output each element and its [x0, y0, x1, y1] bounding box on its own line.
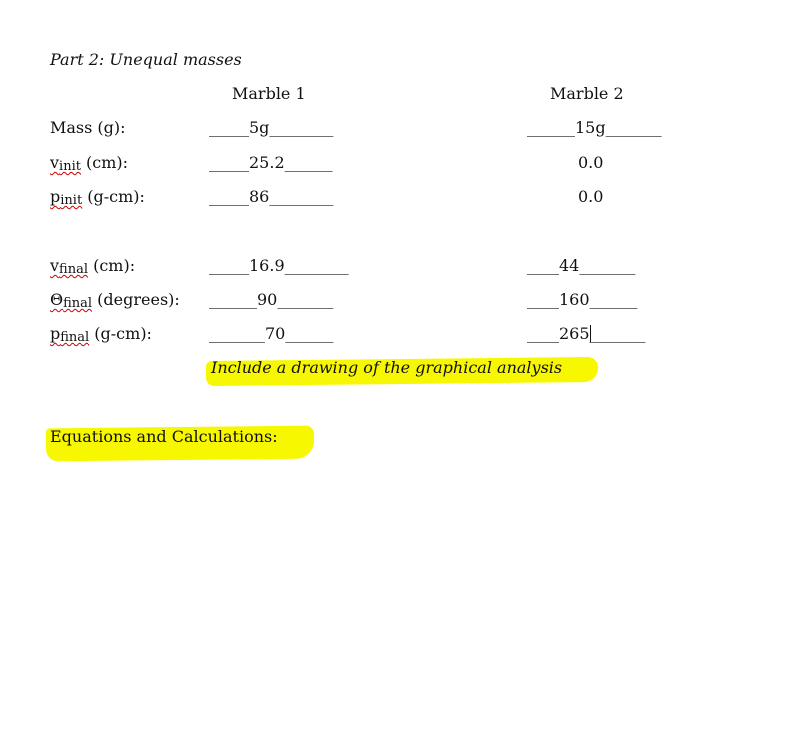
row-label-pinit — [50, 187, 145, 211]
equations-heading: Equations and Calculations: — [50, 427, 278, 446]
vfinal-marble-2-value[interactable]: ____44_______ — [527, 256, 636, 275]
vfinal-symbol: vfinal — [50, 256, 88, 277]
row-label-pfinal — [50, 324, 152, 348]
pfinal-marble-1-value[interactable]: _______70______ — [209, 324, 334, 343]
pinit-marble-1-value[interactable]: _____86________ — [209, 187, 334, 206]
row-label-mass-text: Mass (g): — [50, 118, 126, 137]
pfinal-marble-2-value[interactable] — [527, 324, 646, 344]
pfinal-unit: (g-cm): — [89, 324, 152, 343]
pinit-symbol: pinit — [50, 187, 83, 208]
mass-marble-1-value[interactable]: _____5g________ — [209, 118, 334, 137]
column-heading-marble-1: Marble 1 — [232, 84, 306, 103]
vinit-symbol: vinit — [50, 153, 81, 174]
row-label-thetafinal — [50, 290, 180, 314]
vfinal-unit: (cm): — [88, 256, 136, 275]
pfinal-marble-2-text-before-cursor: ____265 — [527, 324, 590, 343]
thetafinal-unit: (degrees): — [92, 290, 180, 309]
vinit-marble-1-value[interactable]: _____25.2______ — [209, 153, 333, 172]
pinit-unit: (g-cm): — [82, 187, 145, 206]
vinit-unit: (cm): — [80, 153, 129, 172]
thetafinal-marble-1-value[interactable]: ______90_______ — [209, 290, 334, 309]
pinit-marble-2-value[interactable]: 0.0 — [578, 187, 604, 206]
mass-marble-2-value[interactable]: ______15g_______ — [527, 118, 662, 137]
part-title: Part 2: Unequal masses — [50, 50, 242, 69]
pfinal-symbol: pfinal — [50, 324, 90, 345]
pfinal-marble-2-text-after-cursor: _______ — [589, 324, 646, 343]
row-label-vinit — [50, 153, 128, 177]
graphical-analysis-note: Include a drawing of the graphical analysis — [211, 358, 563, 377]
row-label-mass — [50, 118, 126, 138]
row-label-vfinal — [50, 256, 135, 280]
column-heading-marble-2: Marble 2 — [550, 84, 624, 103]
vfinal-marble-1-value[interactable]: _____16.9________ — [209, 256, 349, 275]
thetafinal-symbol: Θfinal — [50, 290, 93, 311]
vinit-marble-2-value[interactable]: 0.0 — [578, 153, 604, 172]
thetafinal-marble-2-value[interactable]: ____160______ — [527, 290, 638, 309]
